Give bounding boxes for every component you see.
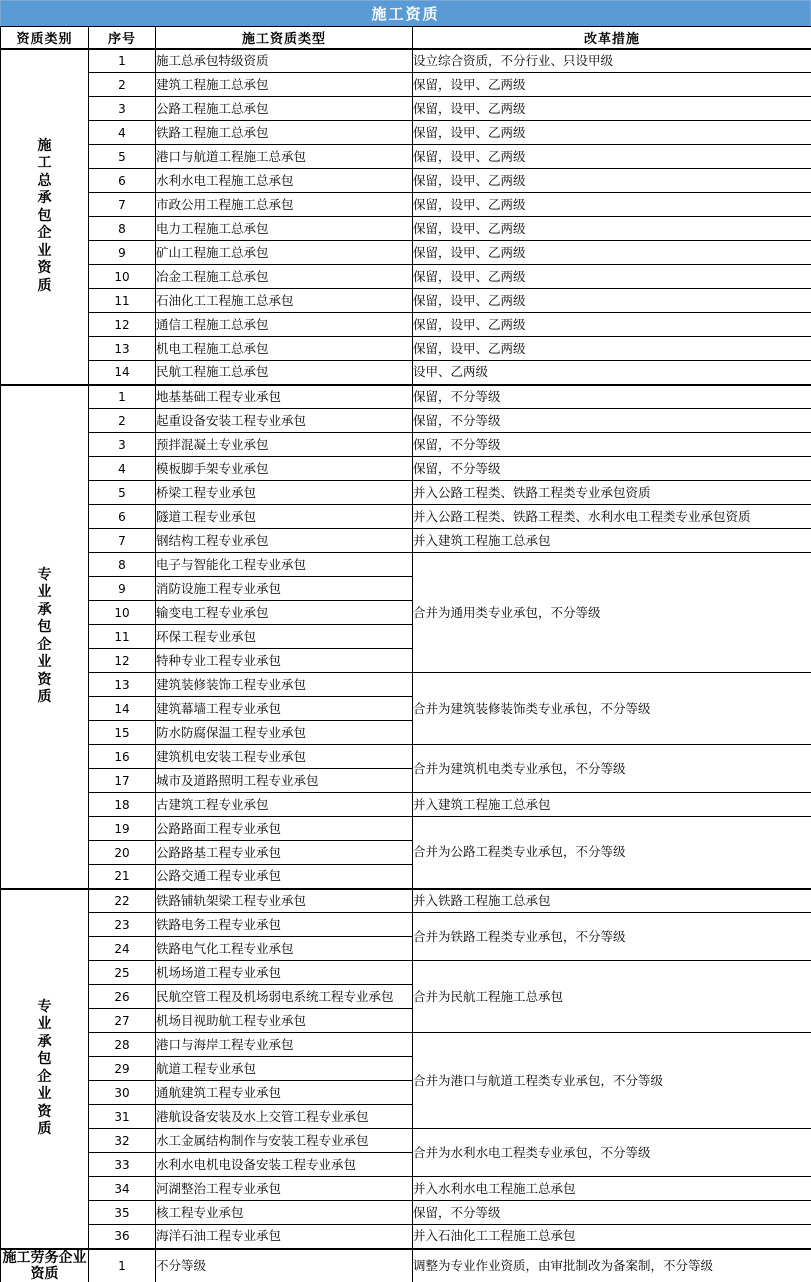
qualification-type [156, 625, 413, 649]
qualification-type-text: 港口与航道工程施工总承包 [156, 149, 307, 164]
qualification-type-text: 防水防腐保温工程专业承包 [156, 725, 307, 740]
qualification-type-text: 输变电工程专业承包 [156, 605, 269, 620]
qualification-type [156, 817, 413, 841]
qualification-type [156, 1129, 413, 1153]
table-row [1, 49, 811, 73]
reform-measure: 合并为通用类专业承包，不分等级 [413, 553, 811, 673]
qualification-type [156, 193, 413, 217]
qualification-type-text: 建筑工程施工总承包 [156, 77, 269, 92]
table-row [1, 1177, 811, 1201]
qualification-type-text: 民航工程施工总承包 [156, 365, 269, 380]
qualification-type [156, 313, 413, 337]
qualification-type [156, 457, 413, 481]
qualification-type [156, 937, 413, 961]
row-index: 34 [89, 1177, 156, 1201]
qualification-type-text: 港航设备安装及水上交管工程专业承包 [156, 1109, 369, 1124]
qualification-type [156, 145, 413, 169]
reform-measure: 保留，设甲、乙两级 [413, 97, 811, 121]
qualification-type-text: 通航建筑工程专业承包 [156, 1085, 282, 1100]
row-index: 5 [89, 481, 156, 505]
qualification-type [156, 913, 413, 937]
qualification-type [156, 961, 413, 985]
row-index: 2 [89, 73, 156, 97]
reform-measure: 保留，设甲、乙两级 [413, 265, 811, 289]
qualification-type [156, 1249, 413, 1282]
reform-measure: 合并为水利水电工程类专业承包，不分等级 [413, 1129, 811, 1177]
reform-measure: 并入石油化工工程施工总承包 [413, 1225, 811, 1249]
row-index: 32 [89, 1129, 156, 1153]
qualification-type [156, 241, 413, 265]
table-row [1, 553, 811, 577]
qualification-type-text: 石油化工工程施工总承包 [156, 293, 294, 308]
row-index: 36 [89, 1225, 156, 1249]
category-label [1, 49, 89, 385]
reform-measure: 保留，设甲、乙两级 [413, 73, 811, 97]
table-row [1, 529, 811, 553]
qualification-type [156, 1081, 413, 1105]
row-index: 3 [89, 433, 156, 457]
row-index: 18 [89, 793, 156, 817]
reform-measure: 合并为建筑装修装饰类专业承包，不分等级 [413, 673, 811, 745]
qualification-type [156, 217, 413, 241]
qualification-type [156, 1057, 413, 1081]
row-index: 21 [89, 865, 156, 889]
qualification-type [156, 529, 413, 553]
row-index: 22 [89, 889, 156, 913]
qualification-type-text: 铁路铺轨架梁工程专业承包 [156, 893, 307, 908]
reform-measure: 保留，不分等级 [413, 433, 811, 457]
reform-measure: 保留，设甲、乙两级 [413, 241, 811, 265]
reform-measure: 合并为公路工程类专业承包，不分等级 [413, 817, 811, 889]
column-header-type: 施工资质类型 [156, 27, 413, 49]
category-label [1, 1249, 89, 1282]
table-row [1, 1129, 811, 1153]
qualification-type-text: 铁路工程施工总承包 [156, 125, 269, 140]
qualification-type [156, 73, 413, 97]
reform-measure: 保留，设甲、乙两级 [413, 289, 811, 313]
qualification-type-text: 公路路基工程专业承包 [156, 845, 282, 860]
qualification-type-text: 铁路电务工程专业承包 [156, 917, 282, 932]
qualification-type [156, 889, 413, 913]
qualification-table [0, 26, 811, 1282]
qualification-type-text: 市政公用工程施工总承包 [156, 197, 294, 212]
row-index: 19 [89, 817, 156, 841]
qualification-type [156, 601, 413, 625]
qualification-type-text: 建筑装修装饰工程专业承包 [156, 677, 307, 692]
row-index: 5 [89, 145, 156, 169]
row-index: 29 [89, 1057, 156, 1081]
page-title: 施工资质 [0, 0, 811, 26]
category-label [1, 385, 89, 889]
header-row [1, 27, 811, 49]
row-index: 8 [89, 553, 156, 577]
qualification-type [156, 265, 413, 289]
table-header [1, 27, 811, 49]
row-index: 31 [89, 1105, 156, 1129]
table-row [1, 913, 811, 937]
reform-measure: 保留，设甲、乙两级 [413, 145, 811, 169]
qualification-type [156, 337, 413, 361]
row-index: 7 [89, 529, 156, 553]
qualification-type [156, 169, 413, 193]
qualification-type [156, 1009, 413, 1033]
table-row [1, 1033, 811, 1057]
qualification-type [156, 1201, 413, 1225]
reform-measure: 保留，不分等级 [413, 409, 811, 433]
row-index: 4 [89, 457, 156, 481]
qualification-type-text: 消防设施工程专业承包 [156, 581, 282, 596]
category-label-text: 施工劳务企业资质 [2, 1249, 87, 1282]
qualification-type-text: 建筑幕墙工程专业承包 [156, 701, 282, 716]
category-label-text: 专业承包企业资质 [37, 998, 53, 1137]
qualification-type [156, 409, 413, 433]
qualification-type [156, 1225, 413, 1249]
qualification-type-text: 机电工程施工总承包 [156, 341, 269, 356]
row-index: 1 [89, 1249, 156, 1282]
category-label-text: 专业承包企业资质 [37, 566, 53, 705]
table-row [1, 433, 811, 457]
qualification-type [156, 577, 413, 601]
qualification-type-text: 冶金工程施工总承包 [156, 269, 269, 284]
reform-measure: 合并为建筑机电类专业承包，不分等级 [413, 745, 811, 793]
table-row [1, 793, 811, 817]
table-row [1, 337, 811, 361]
qualification-type-text: 水工金属结构制作与安装工程专业承包 [156, 1133, 369, 1148]
qualification-type [156, 865, 413, 889]
qualification-type-text: 模板脚手架专业承包 [156, 461, 269, 476]
qualification-type [156, 385, 413, 409]
row-index: 16 [89, 745, 156, 769]
table-row [1, 889, 811, 913]
qualification-type-text: 施工总承包特级资质 [156, 53, 269, 68]
table-row [1, 457, 811, 481]
qualification-type-text: 电力工程施工总承包 [156, 221, 269, 236]
qualification-type [156, 841, 413, 865]
table-row [1, 169, 811, 193]
qualification-type [156, 697, 413, 721]
qualification-type-text: 不分等级 [156, 1258, 207, 1273]
qualification-type [156, 985, 413, 1009]
qualification-type-text: 起重设备安装工程专业承包 [156, 413, 307, 428]
table-row [1, 961, 811, 985]
qualification-type-text: 民航空管工程及机场弱电系统工程专业承包 [156, 989, 394, 1004]
row-index: 8 [89, 217, 156, 241]
category-label [1, 889, 89, 1249]
qualification-type [156, 361, 413, 385]
table-body [1, 49, 811, 1282]
qualification-type-text: 机场目视助航工程专业承包 [156, 1013, 307, 1028]
reform-measure: 保留，设甲、乙两级 [413, 169, 811, 193]
qualification-type [156, 49, 413, 73]
column-header-measure: 改革措施 [413, 27, 811, 49]
table-row [1, 145, 811, 169]
table-row [1, 313, 811, 337]
row-index: 24 [89, 937, 156, 961]
table-row [1, 289, 811, 313]
row-index: 25 [89, 961, 156, 985]
reform-measure: 并入水利水电工程施工总承包 [413, 1177, 811, 1201]
reform-measure: 保留，设甲、乙两级 [413, 193, 811, 217]
qualification-type [156, 553, 413, 577]
row-index: 4 [89, 121, 156, 145]
qualification-type [156, 793, 413, 817]
row-index: 11 [89, 289, 156, 313]
table-row [1, 409, 811, 433]
row-index: 1 [89, 385, 156, 409]
row-index: 14 [89, 697, 156, 721]
qualification-type-text: 电子与智能化工程专业承包 [156, 557, 307, 572]
qualification-type [156, 97, 413, 121]
category-label-text: 施工总承包企业资质 [37, 137, 53, 294]
qualification-type [156, 121, 413, 145]
reform-measure: 保留，不分等级 [413, 457, 811, 481]
table-row [1, 265, 811, 289]
row-index: 27 [89, 1009, 156, 1033]
row-index: 9 [89, 577, 156, 601]
row-index: 17 [89, 769, 156, 793]
row-index: 13 [89, 673, 156, 697]
qualification-type-text: 城市及道路照明工程专业承包 [156, 773, 319, 788]
qualification-type [156, 649, 413, 673]
qualification-type-text: 水利水电机电设备安装工程专业承包 [156, 1157, 357, 1172]
qualification-type-text: 海洋石油工程专业承包 [156, 1229, 282, 1244]
reform-measure: 并入铁路工程施工总承包 [413, 889, 811, 913]
row-index: 12 [89, 649, 156, 673]
row-index: 20 [89, 841, 156, 865]
row-index: 6 [89, 169, 156, 193]
table-row [1, 193, 811, 217]
reform-measure: 合并为铁路工程类专业承包，不分等级 [413, 913, 811, 961]
qualification-type-text: 机场场道工程专业承包 [156, 965, 282, 980]
table-row [1, 673, 811, 697]
qualification-type [156, 769, 413, 793]
qualification-type [156, 1105, 413, 1129]
qualification-type-text: 桥梁工程专业承包 [156, 485, 257, 500]
table-row [1, 481, 811, 505]
row-index: 35 [89, 1201, 156, 1225]
table-row [1, 217, 811, 241]
qualification-type-text: 古建筑工程专业承包 [156, 797, 269, 812]
qualification-type-text: 公路工程施工总承包 [156, 101, 269, 116]
qualification-type-text: 预拌混凝土专业承包 [156, 437, 269, 452]
row-index: 9 [89, 241, 156, 265]
qualification-type-text: 矿山工程施工总承包 [156, 245, 269, 260]
row-index: 10 [89, 601, 156, 625]
qualification-type-text: 铁路电气化工程专业承包 [156, 941, 294, 956]
qualification-type [156, 481, 413, 505]
table-row [1, 1201, 811, 1225]
table-row [1, 97, 811, 121]
qualification-type [156, 289, 413, 313]
reform-measure: 并入建筑工程施工总承包 [413, 529, 811, 553]
table-row [1, 385, 811, 409]
qualification-type-text: 钢结构工程专业承包 [156, 533, 269, 548]
qualification-type-text: 公路路面工程专业承包 [156, 821, 282, 836]
row-index: 23 [89, 913, 156, 937]
qualification-type-text: 水利水电工程施工总承包 [156, 173, 294, 188]
row-index: 15 [89, 721, 156, 745]
reform-measure: 保留，设甲、乙两级 [413, 121, 811, 145]
qualification-type-text: 航道工程专业承包 [156, 1061, 257, 1076]
table-row [1, 73, 811, 97]
reform-measure: 设甲、乙两级 [413, 361, 811, 385]
qualification-type [156, 433, 413, 457]
reform-measure: 并入公路工程类、铁路工程类、水利水电工程类专业承包资质 [413, 505, 811, 529]
qualification-type-text: 隧道工程专业承包 [156, 509, 257, 524]
reform-measure: 合并为港口与航道工程类专业承包，不分等级 [413, 1033, 811, 1129]
row-index: 10 [89, 265, 156, 289]
table-row [1, 1249, 811, 1282]
qualification-type [156, 1177, 413, 1201]
reform-measure: 保留，设甲、乙两级 [413, 337, 811, 361]
row-index: 1 [89, 49, 156, 73]
qualification-type-text: 建筑机电安装工程专业承包 [156, 749, 307, 764]
qualification-type [156, 1033, 413, 1057]
row-index: 14 [89, 361, 156, 385]
row-index: 28 [89, 1033, 156, 1057]
reform-measure: 保留，不分等级 [413, 1201, 811, 1225]
table-row [1, 745, 811, 769]
row-index: 7 [89, 193, 156, 217]
qualification-type [156, 721, 413, 745]
column-header-category: 资质类别 [1, 27, 89, 49]
qualification-type-text: 河湖整治工程专业承包 [156, 1181, 282, 1196]
reform-measure: 设立综合资质，不分行业、只设甲级 [413, 49, 811, 73]
qualification-type-text: 环保工程专业承包 [156, 629, 257, 644]
row-index: 2 [89, 409, 156, 433]
row-index: 12 [89, 313, 156, 337]
qualification-type [156, 673, 413, 697]
reform-measure: 并入建筑工程施工总承包 [413, 793, 811, 817]
qualification-type-text: 通信工程施工总承包 [156, 317, 269, 332]
table-row [1, 505, 811, 529]
qualification-type-text: 核工程专业承包 [156, 1205, 244, 1220]
table-row [1, 241, 811, 265]
row-index: 30 [89, 1081, 156, 1105]
qualification-type-text: 特种专业工程专业承包 [156, 653, 282, 668]
row-index: 3 [89, 97, 156, 121]
row-index: 6 [89, 505, 156, 529]
qualification-type [156, 1153, 413, 1177]
reform-measure: 保留，设甲、乙两级 [413, 217, 811, 241]
qualification-type-text: 公路交通工程专业承包 [156, 869, 282, 884]
row-index: 26 [89, 985, 156, 1009]
row-index: 33 [89, 1153, 156, 1177]
qualification-type-text: 地基基础工程专业承包 [156, 389, 282, 404]
reform-measure: 调整为专业作业资质，由审批制改为备案制，不分等级 [413, 1249, 811, 1282]
table-row [1, 121, 811, 145]
row-index: 11 [89, 625, 156, 649]
reform-measure: 保留，设甲、乙两级 [413, 313, 811, 337]
table-row [1, 361, 811, 385]
row-index: 13 [89, 337, 156, 361]
qualification-type-text: 港口与海岸工程专业承包 [156, 1037, 294, 1052]
column-header-index: 序号 [89, 27, 156, 49]
table-row [1, 1225, 811, 1249]
reform-measure: 合并为民航工程施工总承包 [413, 961, 811, 1033]
qualification-type [156, 505, 413, 529]
reform-measure: 并入公路工程类、铁路工程类专业承包资质 [413, 481, 811, 505]
table-row [1, 817, 811, 841]
reform-measure: 保留，不分等级 [413, 385, 811, 409]
qualification-type [156, 745, 413, 769]
